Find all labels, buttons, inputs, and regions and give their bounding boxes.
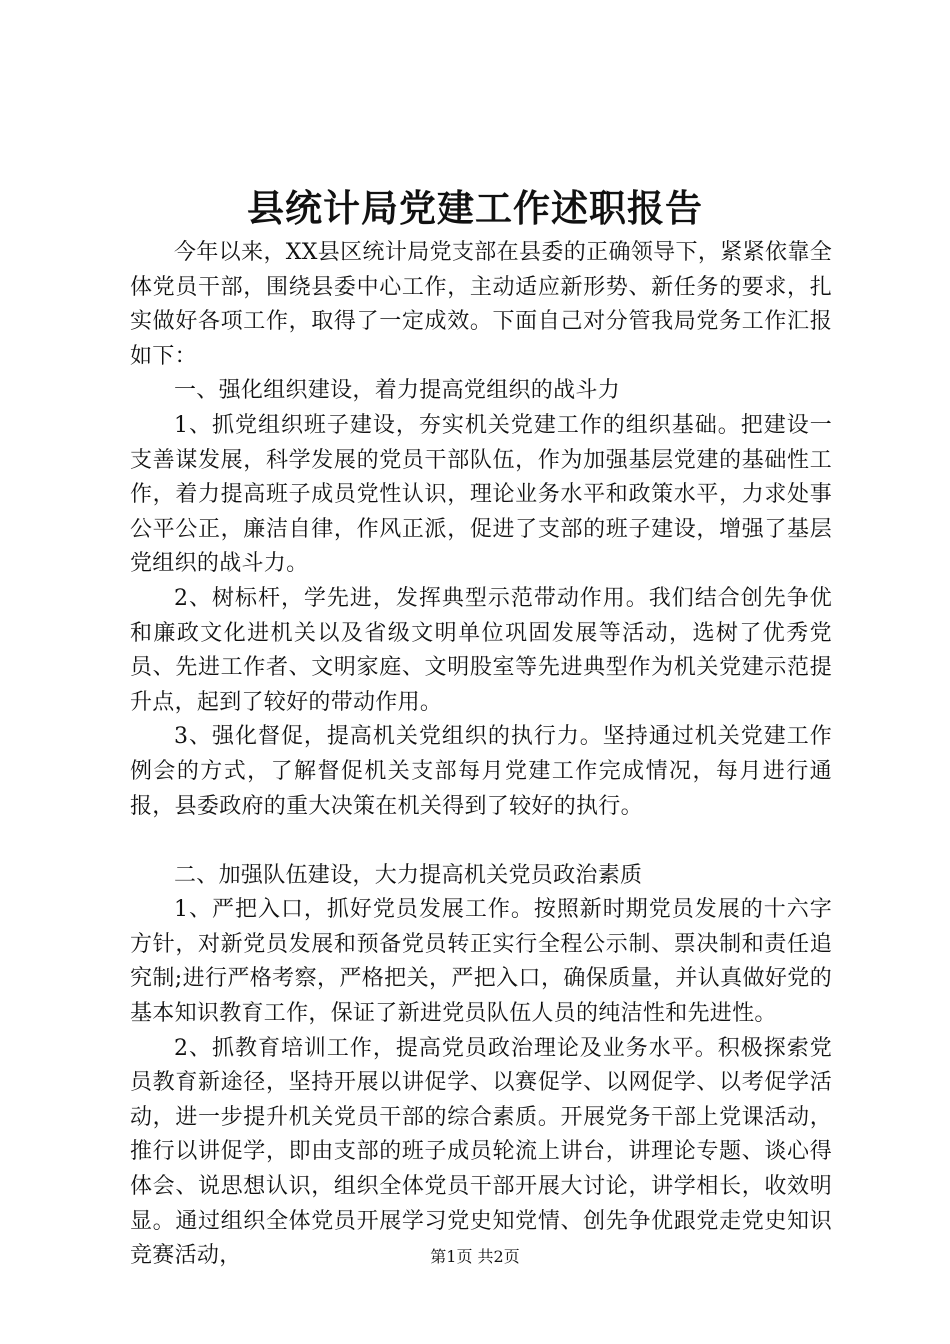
intro-paragraph: 今年以来，XX县区统计局党支部在县委的正确领导下，紧紧依靠全体党员干部，围绕县委中心工作，主动适应新形势、新任务的要求，扎实做好各项工作，取得了一定成效。下面自己对分管我局党务工作汇报如下： — [130, 240, 832, 369]
section-heading-2: 二、加强队伍建设，大力提高机关党员政治素质 — [174, 862, 643, 888]
body-paragraph: 3、强化督促，提高机关党组织的执行力。坚持通过机关党建工作例会的方式，了解督促机关支部每月党建工作完成情况，每月进行通报，县委政府的重大决策在机关得到了较好的执行。 — [130, 724, 832, 819]
section-heading-1: 一、强化组织建设，着力提高党组织的战斗力 — [174, 378, 621, 404]
page-title: 县统计局党建工作述职报告 — [247, 186, 703, 230]
page-footer: 第1页 共2页 — [430, 1247, 520, 1266]
body-paragraph: 1、严把入口，抓好党员发展工作。按照新时期党员发展的十六字方针，对新党员发展和预备党员转正实行全程公示制、票决制和责任追究制;进行严格考察，严格把关，严把入口，确保质量，并认真做好党的基本知识教育工作，保证了新进党员队伍人员的纯洁性和先进性。 — [130, 897, 832, 1027]
body-paragraph: 2、抓教育培训工作，提高党员政治理论及业务水平。积极探索党员教育新途径，坚持开展以讲促学、以赛促学、以网促学、以考促学活动，进一步提升机关党员干部的综合素质。开展党务干部上党课活动，推行以讲促学，即由支部的班子成员轮流上讲台，讲理论专题、谈心得体会、说思想认识，组织全体党员干部开展大讨论，讲学相长，收效明显。通过组织全体党员开展学习党史知党情、创先争优跟党走党史知识竞赛活动， — [130, 1035, 832, 1269]
document-body — [130, 236, 832, 1274]
body-paragraph: 1、抓党组织班子建设，夯实机关党建工作的组织基础。把建设一支善谋发展，科学发展的党员干部队伍，作为加强基层党建的基础性工作，着力提高班子成员党性认识，理论业务水平和政策水平，力求处事公平公正，廉洁自律，作风正派，促进了支部的班子建设，增强了基层党组织的战斗力。 — [130, 412, 832, 577]
body-paragraph: 2、树标杆，学先进，发挥典型示范带动作用。我们结合创先争优和廉政文化进机关以及省级文明单位巩固发展等活动，选树了优秀党员、先进工作者、文明家庭、文明股室等先进典型作为机关党建示范提升点，起到了较好的带动作用。 — [130, 585, 832, 715]
